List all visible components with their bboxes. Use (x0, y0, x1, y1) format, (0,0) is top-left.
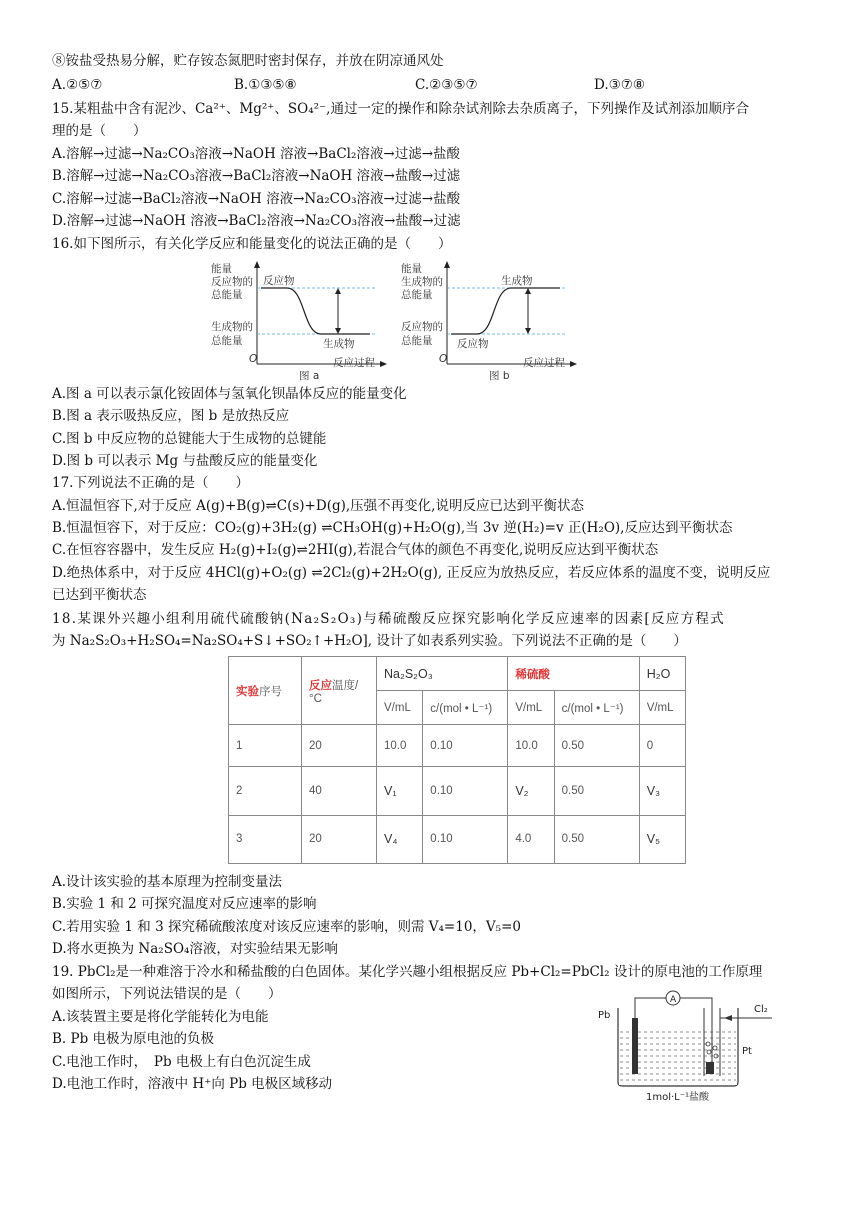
q17-option-a[interactable]: A.恒温恒容下,对于反应 A(g)+B(g)⇌C(s)+D(g),压强不再变化,说明反应已达到平衡状态 (52, 498, 584, 514)
cell: 10.0 (508, 725, 554, 767)
q14-option-a[interactable]: A.②⑤⑦ (52, 77, 103, 93)
cell: 40 (302, 767, 377, 815)
q18-stem: 18.某课外兴趣小组利用硫代硫酸钠(Na₂S₂O₃)与稀硫酸反应探究影响化学反应速率的因素[反应方程式 (52, 611, 725, 627)
cell: 3 (229, 815, 302, 864)
sub-c-1: c/(mol • L⁻¹) (423, 691, 508, 725)
cell: 0.50 (554, 815, 639, 864)
ammeter-icon: A (670, 995, 677, 1005)
q19-option-c[interactable]: C.电池工作时， Pb 电极上有白色沉淀生成 (52, 1054, 311, 1070)
q14-option-b[interactable]: B.①③⑤⑧ (234, 77, 297, 93)
cell: 20 (302, 815, 377, 864)
cell: 20 (302, 725, 377, 767)
cell: V₃ (639, 767, 685, 815)
energy-diagram-b (395, 258, 580, 383)
fig-a-caption: 图 a (299, 370, 320, 382)
header-na2s2o3: Na₂S₂O₃ (377, 657, 508, 691)
q15-option-d[interactable]: D.溶解→过滤→NaOH 溶液→BaCl₂溶液→Na₂CO₃溶液→盐酸→过滤 (52, 213, 461, 229)
header-exp-no: 实验序号 (229, 657, 302, 725)
table-row (229, 725, 686, 767)
table-row (229, 767, 686, 815)
fig-a-top-left-2: 总能量 (211, 289, 243, 301)
q16-option-c[interactable]: C.图 b 中反应物的总键能大于生成物的总键能 (52, 431, 327, 447)
q17-option-b[interactable]: B.恒温恒容下，对于反应：CO₂(g)+3H₂(g) ⇌CH₃OH(g)+H₂O(g),当 3v 逆(H₂)=v 正(H₂O),反应达到平衡状态 (52, 520, 733, 536)
q18-stem-cont: 为 Na₂S₂O₃+H₂SO₄=Na₂SO₄+S↓+SO₂↑+H₂O], 设计了如表系列实验。下列说法不正确的是（ ） (52, 633, 687, 649)
header-water: H₂O (639, 657, 685, 691)
sub-v-2: V/mL (508, 691, 554, 725)
sub-c-2: c/(mol • L⁻¹) (554, 691, 639, 725)
q15-option-c[interactable]: C.溶解→过滤→BaCl₂溶液→NaOH 溶液→Na₂CO₃溶液→过滤→盐酸 (52, 191, 461, 207)
q17-stem: 17.下列说法不正确的是（ ） (52, 475, 249, 491)
q17-option-c[interactable]: C.在恒容容器中，发生反应 H₂(g)+I₂(g)⇌2HI(g),若混合气体的颜色不再变化,说明反应达到平衡状态 (52, 542, 659, 558)
fig-b-bot-left-1: 反应物的 (401, 321, 443, 333)
q19-stem-cont: 如图所示，下列说法错误的是（ ） (52, 986, 282, 1002)
cell: V₂ (508, 767, 554, 815)
solution-label: 1mol·L⁻¹盐酸 (646, 1092, 710, 1103)
sub-v-1: V/mL (377, 691, 423, 725)
cell: 0.10 (423, 815, 508, 864)
fig-a-bot-left-2: 总能量 (211, 335, 243, 347)
q19-stem: 19. PbCl₂是一种难溶于冷水和稀盐酸的白色固体。某化学兴趣小组根据反应 Pb+Cl₂=PbCl₂ 设计的原电池的工作原理 (52, 964, 763, 980)
cell: V₁ (377, 767, 423, 815)
fig-b-caption: 图 b (489, 370, 510, 382)
q16-option-b[interactable]: B.图 a 表示吸热反应，图 b 是放热反应 (52, 408, 290, 424)
q14-option-c[interactable]: C.②③⑤⑦ (415, 77, 478, 93)
fig-a-bot-left-1: 生成物的 (211, 321, 253, 333)
q19-option-b[interactable]: B. Pb 电极为原电池的负极 (52, 1031, 215, 1047)
fig-a-bot-curve-label: 生成物 (323, 338, 355, 350)
fig-a-top-left-1: 反应物的 (211, 276, 253, 288)
q15-stem: 15.某粗盐中含有泥沙、Ca²⁺、Mg²⁺、SO₄²⁻,通过一定的操作和除杂试剂除去杂质离子，下列操作及试剂添加顺序合 (52, 101, 749, 117)
pt-label: Pt (742, 1046, 752, 1057)
fig-b-bot-curve-label: 反应物 (457, 338, 489, 350)
fig-a-origin: O (249, 353, 258, 365)
q18-option-a[interactable]: A.设计该实验的基本原理为控制变量法 (52, 874, 283, 890)
q16-stem: 16.如下图所示，有关化学反应和能量变化的说法正确的是（ ） (52, 236, 452, 252)
fig-b-y-label: 能量 (401, 263, 422, 275)
fig-a-y-label: 能量 (211, 263, 232, 275)
q14-option-d[interactable]: D.③⑦⑧ (594, 77, 645, 93)
q15-option-b[interactable]: B.溶解→过滤→Na₂CO₃溶液→BaCl₂溶液→NaOH 溶液→盐酸→过滤 (52, 168, 461, 184)
cell: 1 (229, 725, 302, 767)
cell: 2 (229, 767, 302, 815)
fig-a-x-label: 反应过程 (333, 357, 375, 369)
galvanic-cell-diagram (594, 988, 784, 1106)
q18-option-d[interactable]: D.将水更换为 Na₂SO₄溶液，对实验结果无影响 (52, 941, 338, 957)
statement-8: ⑧铵盐受热易分解，贮存铵态氮肥时密封保存，并放在阴凉通风处 (52, 53, 444, 69)
q18-option-b[interactable]: B.实验 1 和 2 可探究温度对反应速率的影响 (52, 896, 317, 912)
fig-a-top-curve-label: 反应物 (263, 275, 295, 287)
q17-option-d[interactable]: D.绝热体系中，对于反应 4HCl(g)+O₂(g) ⇌2Cl₂(g)+2H₂O(g), 正反应为放热反应，若反应体系的温度不变，说明反应 (52, 565, 771, 581)
header-acid: 稀硫酸 (508, 657, 639, 691)
cell: V₅ (639, 815, 685, 864)
cell: 0 (639, 725, 685, 767)
q17-option-d-cont: 已达到平衡状态 (52, 587, 147, 603)
fig-b-top-left-1: 生成物的 (401, 276, 443, 288)
cell: V₄ (377, 815, 423, 864)
q19-option-d[interactable]: D.电池工作时，溶液中 H⁺向 Pb 电极区域移动 (52, 1076, 333, 1092)
q15-option-a[interactable]: A.溶解→过滤→Na₂CO₃溶液→NaOH 溶液→BaCl₂溶液→过滤→盐酸 (52, 146, 461, 162)
cell: 0.10 (423, 725, 508, 767)
q19-option-a[interactable]: A.该装置主要是将化学能转化为电能 (52, 1009, 269, 1025)
header-temp: 反应温度/°C (302, 657, 377, 725)
cell: 0.50 (554, 725, 639, 767)
fig-b-x-label: 反应过程 (523, 357, 565, 369)
energy-diagram-a (205, 258, 390, 383)
q15-stem-cont: 理的是（ ） (52, 123, 147, 139)
q16-option-d[interactable]: D.图 b 可以表示 Mg 与盐酸反应的能量变化 (52, 453, 318, 469)
cell: 4.0 (508, 815, 554, 864)
fig-b-top-left-2: 总能量 (401, 289, 433, 301)
cell: 0.10 (423, 767, 508, 815)
fig-b-origin: O (439, 353, 448, 365)
cell: 10.0 (377, 725, 423, 767)
cell: 0.50 (554, 767, 639, 815)
q18-option-c[interactable]: C.若用实验 1 和 3 探究稀硫酸浓度对该反应速率的影响，则需 V₄=10，V₅=0 (52, 919, 521, 935)
q16-option-a[interactable]: A.图 a 可以表示氯化铵固体与氢氧化钡晶体反应的能量变化 (52, 386, 407, 402)
cl2-label: Cl₂ (754, 1004, 768, 1015)
fig-b-top-curve-label: 生成物 (501, 275, 533, 287)
sub-v-3: V/mL (639, 691, 685, 725)
table-row (229, 815, 686, 864)
experiment-table (228, 656, 686, 864)
pb-label: Pb (598, 1010, 611, 1021)
fig-b-bot-left-2: 总能量 (401, 335, 433, 347)
